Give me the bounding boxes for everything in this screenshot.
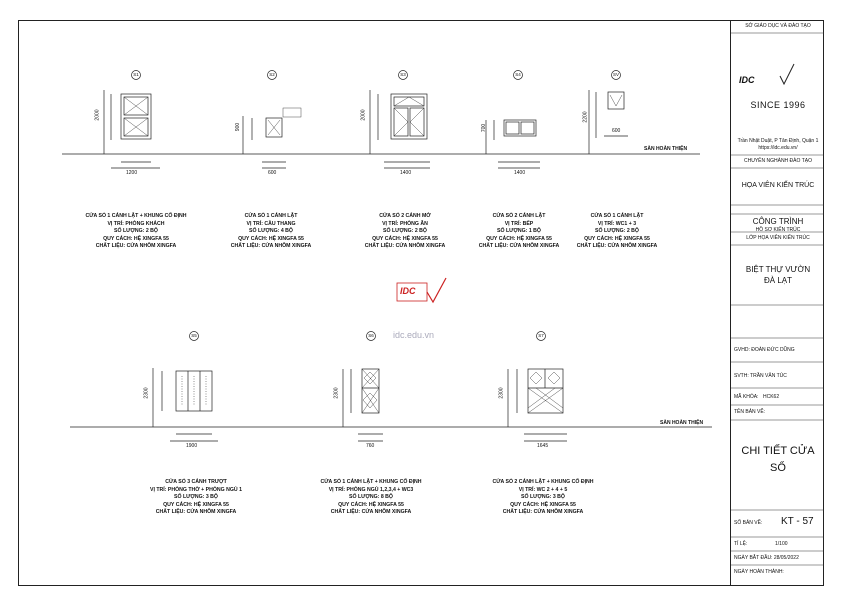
window-spec-s7: CỬA SỔ 2 CÁNH LẬT + KHUNG CỐ ĐỊNH VỊ TRÍ: WC 2 + 4 + 5 SỐ LƯỢNG: 3 BỘ QUY CÁCH: HỆ XINGFA 55 CHẤT LIỆU: CỬA NHÔM XINGFA: [492, 479, 594, 516]
dim-width-s4: 1400: [514, 170, 526, 176]
dim-width-s1: 1200: [126, 170, 138, 176]
window-tag-s1: S1: [133, 72, 139, 77]
window-spec-s1: CỬA SỔ 1 CÁNH LẬT + KHUNG CỐ ĐỊNH VỊ TRÍ: PHÒNG KHÁCH SỐ LƯỢNG: 2 BỘ QUY CÁCH: HỆ XINGFA 55 CHẤT LIỆU: CỬA NHÔM XINGFA: [85, 213, 187, 250]
project-name1: BIỆT THỰ VƯỜN: [745, 265, 811, 274]
window-tag-s4: S4: [515, 72, 521, 77]
window-tag-sv: SV: [612, 72, 619, 77]
scale-label: TỈ LỆ:: [734, 541, 748, 547]
drawing-no: KT - 57: [781, 516, 814, 527]
dim-width-s3: 1400: [400, 170, 412, 176]
program-label: CHUYÊN NGHÀNH ĐÀO TẠO: [744, 158, 812, 164]
dim-height-sv: 2200: [582, 111, 589, 123]
org-name: SỞ GIÁO DỤC VÀ ĐÀO TẠO: [745, 23, 811, 29]
dim-height-s7: 2300: [498, 387, 505, 399]
window-spec-s4: CỬA SỔ 2 CÁNH LẬT VỊ TRÍ: BẾP SỐ LƯỢNG: 1 BỘ QUY CÁCH: HỆ XINGFA 55 CHẤT LIỆU: CỬA NHÔM XINGFA: [478, 213, 560, 250]
project-name2: ĐÀ LẠT: [763, 276, 792, 285]
dim-height-s5: 2300: [143, 387, 150, 399]
dim-height-s6: 2300: [333, 387, 340, 399]
window-s4-frame: [504, 120, 536, 136]
dim-height-s1: 2000: [94, 109, 101, 121]
window-tag-s7: S7: [538, 333, 544, 338]
project-sub1: HỒ SƠ KIẾN TRÚC: [755, 227, 801, 233]
svth-text: SVTH: TRẦN VĂN TÚC: [734, 373, 787, 379]
window-tag-s6: S6: [368, 333, 374, 338]
address-text: Trần Nhật Duật, P Tân Định, Quận 1: [737, 138, 819, 144]
window-spec-s3: CỬA SỔ 2 CÁNH MỞ VỊ TRÍ: PHÒNG ĂN SỐ LƯỢNG: 2 BỘ QUY CÁCH: HỆ XINGFA 55 CHẤT LIỆU: CỬA NHÔM XINGFA: [364, 213, 446, 250]
title-block-logo: IDC: [739, 75, 755, 85]
watermark-text: idc.edu.vn: [393, 330, 435, 340]
window-tag-s3: S3: [400, 72, 406, 77]
window-spec-sv: CỬA SỔ 1 CÁNH LẬT VỊ TRÍ: WC1 + 3 SỐ LƯỢNG: 2 BỘ QUY CÁCH: HỆ XINGFA 55 CHẤT LIỆU: CỬA NHÔM XINGFA: [576, 213, 658, 250]
drawing-name-label: TÊN BẢN VẼ:: [734, 409, 766, 415]
project-label: CÔNG TRÌNH: [752, 217, 804, 226]
window-spec-s5: CỬA SỔ 3 CÁNH TRƯỢT VỊ TRÍ: PHÒNG THỜ + PHÒNG NGỦ 1 SỐ LƯỢNG: 3 BỘ QUY CÁCH: HỆ XINGFA 55 CHẤT LIỆU: CỬA NHÔM XINGFA: [150, 479, 242, 516]
title-block: [730, 20, 825, 586]
start-date: NGÀY BẮT ĐẦU: 28/05/2022: [734, 555, 799, 561]
dim-width-s2: 600: [268, 170, 277, 176]
course-label: MÃ KHÓA:: [734, 394, 759, 400]
ground-label-row1: SÀN HOÀN THIỆN: [644, 146, 688, 152]
dim-height-s2: 900: [235, 122, 242, 132]
scale-value: 1/100: [775, 541, 788, 547]
gvhd-text: GVHD: ĐOÀN ĐỨC DŨNG: [734, 347, 795, 353]
since-text: SINCE 1996: [750, 100, 806, 110]
dim-width-s5: 1900: [186, 443, 198, 449]
website-text: https://idc.edu.vn/: [758, 145, 798, 151]
center-logo-text: IDC: [400, 286, 416, 296]
dim-width-sv: 600: [612, 128, 621, 134]
window-s6-frame: [362, 369, 379, 413]
drawing-no-label: SỐ BẢN VẼ:: [734, 520, 763, 526]
window-s3-frame: [391, 94, 427, 139]
window-spec-s2: CỬA SỔ 1 CÁNH LẬT VỊ TRÍ: CẦU THANG SỐ LƯỢNG: 4 BỘ QUY CÁCH: HỆ XINGFA 55 CHẤT LIỆU: CỬA NHÔM XINGFA: [230, 213, 312, 250]
project-sub2: LỚP HỌA VIÊN KIẾN TRÚC: [746, 235, 810, 241]
window-tag-s5: S5: [191, 333, 197, 338]
dim-width-s6: 760: [366, 443, 375, 449]
dim-width-s7: 1645: [537, 443, 549, 449]
window-tag-s2: S2: [269, 72, 275, 77]
program-name: HỌA VIÊN KIẾN TRÚC: [741, 182, 815, 189]
dim-height-s3: 2000: [360, 109, 367, 121]
drawing-name2: SỔ: [770, 462, 786, 474]
drawing-name1: CHI TIẾT CỬA: [741, 445, 815, 457]
course-code: HCK62: [763, 394, 780, 400]
window-spec-s6: CỬA SỔ 1 CÁNH LẬT + KHUNG CỐ ĐỊNH VỊ TRÍ: PHÒNG NGỦ 1,2,3,4 + WC3 SỐ LƯỢNG: 8 BỘ QUY CÁCH: HỆ XINGFA 55 CHẤT LIỆU: CỬA NHÔM XINGFA: [320, 479, 422, 516]
ground-label-row2: SÀN HOÀN THIỆN: [660, 420, 704, 426]
dim-height-s4: 700: [481, 123, 488, 133]
window-s1-frame: [121, 94, 151, 139]
window-sv-frame: [608, 92, 624, 109]
finish-date-label: NGÀY HOÀN THÀNH:: [734, 569, 784, 575]
